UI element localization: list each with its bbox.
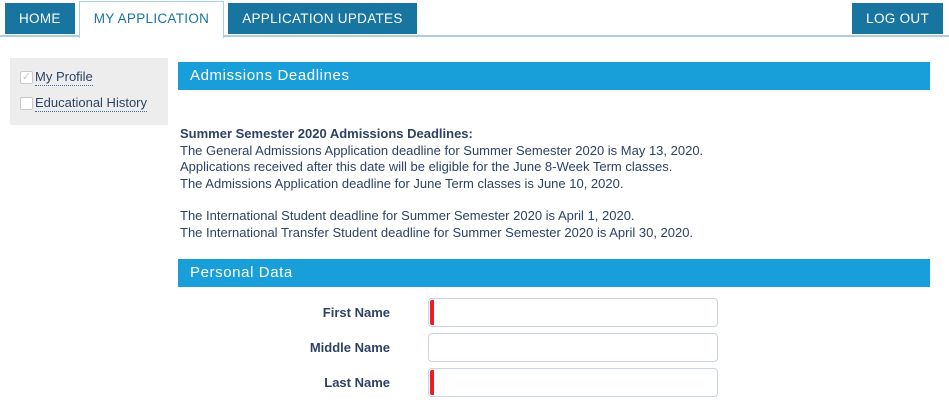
tab-application-updates[interactable]: APPLICATION UPDATES [228, 3, 416, 34]
page-body [0, 37, 949, 403]
deadline-line: The International Student deadline for Summer Semester 2020 is April 1, 2020. [180, 208, 635, 223]
deadlines-heading: Summer Semester 2020 Admissions Deadlines: [180, 126, 473, 141]
international-deadlines [180, 208, 930, 241]
form-row-first-name [178, 298, 930, 327]
section-header-admissions-deadlines: Admissions Deadlines [178, 62, 930, 90]
deadline-line: The Admissions Application deadline for June Term classes is June 10, 2020. [180, 175, 624, 191]
last-name-input[interactable] [429, 369, 717, 396]
first-name-field-wrap [428, 298, 718, 327]
deadline-line: The General Admissions Application deadline for Summer Semester 2020 is May 13, 2020. [180, 142, 704, 158]
deadlines-text [180, 126, 930, 241]
sidebar [10, 58, 168, 125]
form-row-middle-name [178, 333, 930, 362]
tab-home[interactable]: HOME [5, 3, 75, 34]
personal-data-form [178, 298, 930, 397]
sidebar-item-educational-history[interactable] [20, 91, 160, 117]
middle-name-label: Middle Name [309, 340, 390, 355]
deadline-line: Applications received after this date will be eligible for the June 8-Week Term classes. [180, 159, 673, 174]
sidebar-item-my-profile[interactable] [20, 65, 160, 91]
sidebar-item-label[interactable]: Educational History [35, 95, 147, 110]
last-name-label: Last Name [324, 375, 390, 390]
main-content [178, 62, 930, 403]
form-row-last-name [178, 368, 930, 397]
deadline-line: The International Transfer Student deadline for Summer Semester 2020 is April 30, 2020. [180, 224, 694, 240]
checkbox-educational-history[interactable] [20, 97, 33, 110]
middle-name-field-wrap [428, 333, 718, 362]
logout-button[interactable]: LOG OUT [852, 3, 943, 34]
sidebar-item-label[interactable]: My Profile [35, 69, 93, 84]
last-name-field-wrap [428, 368, 718, 397]
checkbox-my-profile[interactable]: ✓ [21, 71, 32, 83]
section-header-personal-data: Personal Data [178, 259, 930, 287]
first-name-input[interactable] [429, 299, 717, 326]
tab-my-application[interactable]: MY APPLICATION [79, 1, 224, 38]
middle-name-input[interactable] [429, 334, 717, 361]
top-navigation [0, 0, 949, 37]
first-name-label: First Name [322, 305, 390, 320]
